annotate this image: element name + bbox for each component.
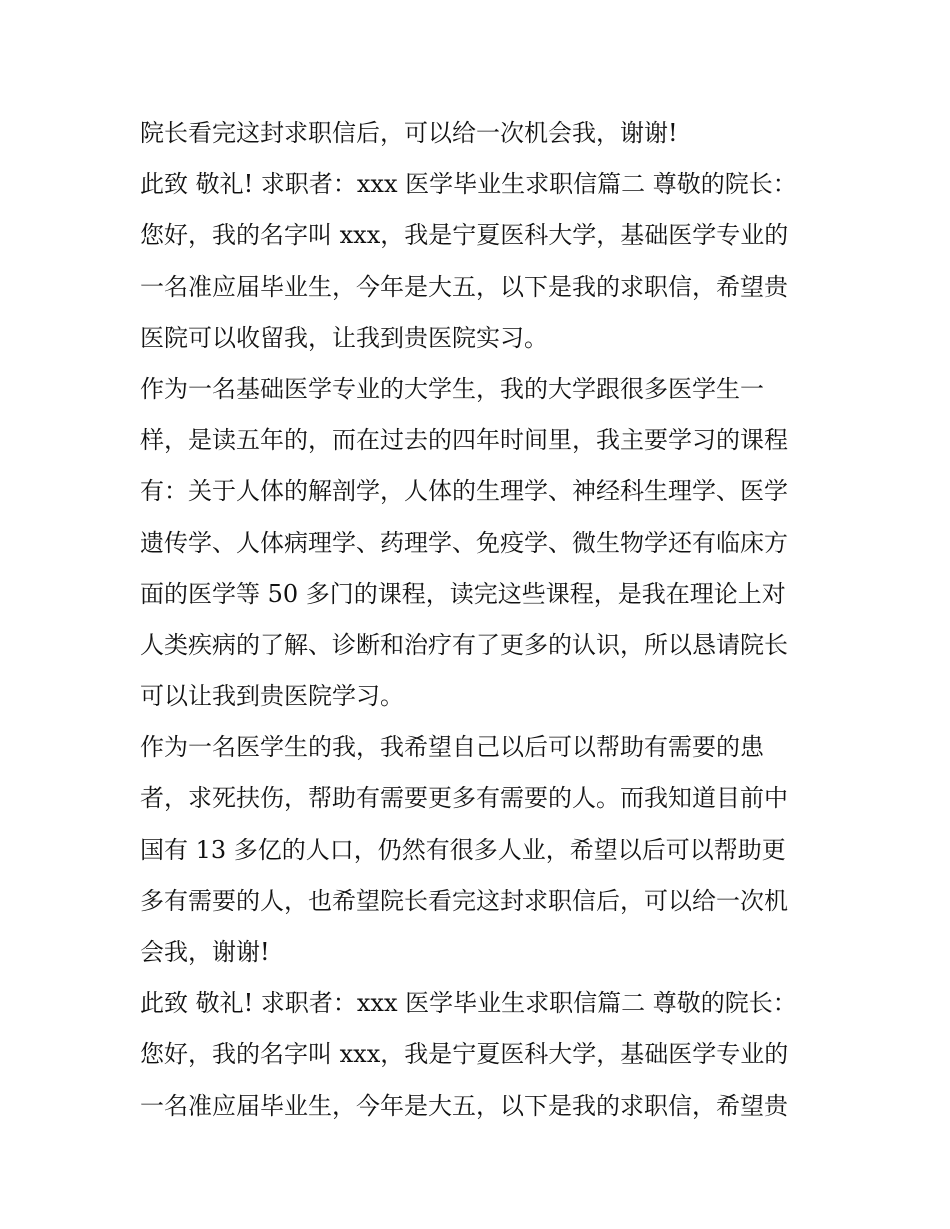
text-line: 人类疾病的了解、诊断和治疗有了更多的认识，所以恳请院长 (140, 630, 788, 659)
text-line: 一名准应届毕业生，今年是大五，以下是我的求职信，希望贵 (140, 272, 788, 301)
text-line: 医院可以收留我，让我到贵医院实习。 (140, 323, 548, 352)
text-line: 作为一名医学生的我，我希望自己以后可以帮助有需要的患 (140, 733, 764, 762)
text-line: 您好，我的名字叫 xxx，我是宁夏医科大学，基础医学专业的 (140, 221, 789, 250)
text-line: 国有 13 多亿的人口，仍然有很多人业，希望以后可以帮助更 (140, 835, 786, 864)
text-line: 此致 敬礼! 求职者：xxx 医学毕业生求职信篇二 尊敬的院长： (140, 989, 797, 1018)
text-line: 多有需要的人，也希望院长看完这封求职信后，可以给一次机 (140, 886, 788, 915)
text-line: 会我，谢谢! (140, 938, 270, 966)
text-line: 面的医学等 50 多门的课程，读完这些课程，是我在理论上对 (140, 579, 786, 608)
letter-body (140, 108, 820, 1132)
text-line: 者，求死扶伤，帮助有需要更多有需要的人。而我知道目前中 (140, 784, 788, 813)
text-line: 可以让我到贵医院学习。 (140, 682, 404, 711)
text-line: 样，是读五年的，而在过去的四年时间里，我主要学习的课程 (140, 426, 788, 455)
text-line: 遗传学、人体病理学、药理学、免疫学、微生物学还有临床方 (140, 528, 788, 557)
text-line: 一名准应届毕业生，今年是大五，以下是我的求职信，希望贵 (140, 1091, 788, 1120)
text-line: 此致 敬礼! 求职者：xxx 医学毕业生求职信篇二 尊敬的院长： (140, 170, 797, 199)
text-line: 有：关于人体的解剖学，人体的生理学、神经科生理学、医学 (140, 477, 788, 506)
text-line: 院长看完这封求职信后，可以给一次机会我，谢谢! (140, 119, 678, 147)
text-line: 作为一名基础医学专业的大学生，我的大学跟很多医学生一 (140, 374, 764, 403)
text-line: 您好，我的名字叫 xxx，我是宁夏医科大学，基础医学专业的 (140, 1040, 789, 1069)
